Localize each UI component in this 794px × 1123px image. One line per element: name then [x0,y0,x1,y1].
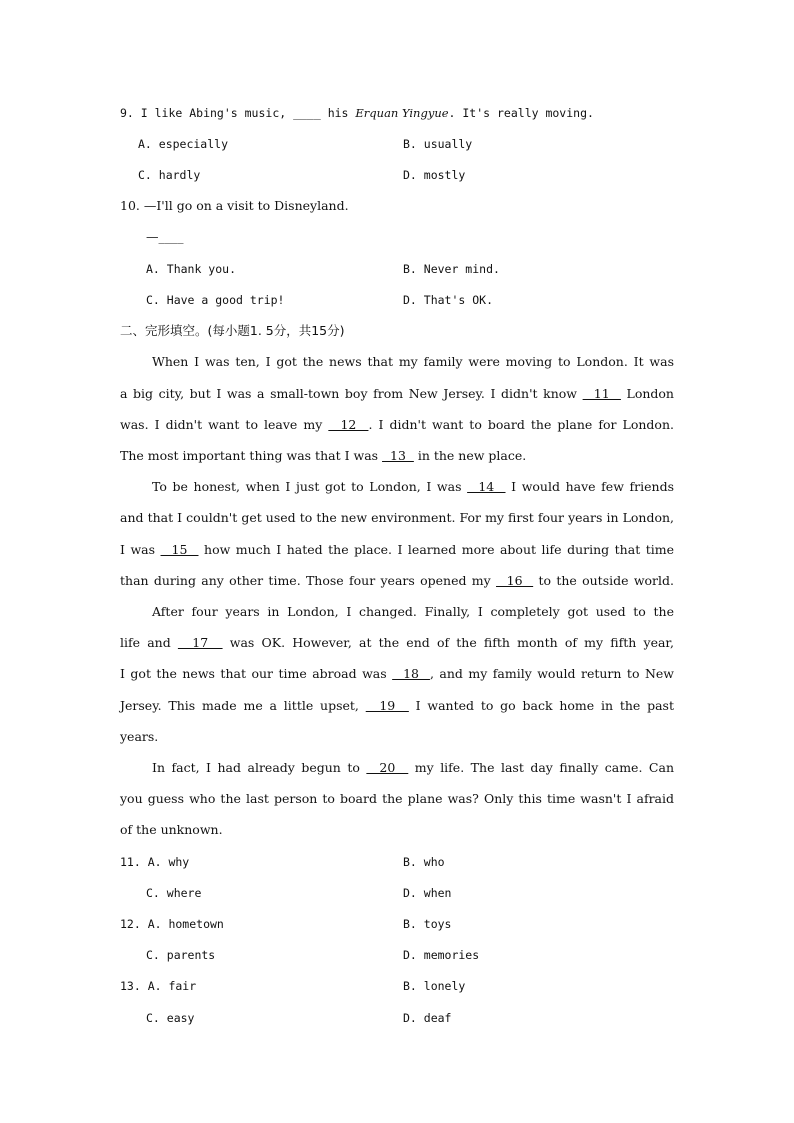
passage-text: I would have few friends [505,479,674,494]
passage-text: . I didn't want to board the plane for London. [368,417,674,432]
passage-text: my life. The last day finally came. Can [408,760,674,775]
passage-text: in the new place. [413,448,527,463]
passage-p2-line-1 [152,479,674,495]
question-10-stem: 10. —I'll go on a visit to Disneyland. [120,198,349,213]
q10-option-b: B. Never mind. [403,262,500,276]
q12-option-a: 12. A. hometown [120,917,224,931]
section-2-heading: 二、完形填空。(每小题1. 5分，共15分) [120,323,345,338]
q12-options-row-1 [0,916,794,932]
q10-options-row-2 [0,292,794,308]
passage-text: than during any other time. Those four years opened my [120,573,497,588]
q11-option-c: C. where [146,886,202,900]
passage-p2-line-2: and that I couldn't get used to the new environment. For my first four years in London, [120,510,674,525]
q9-options-row-1 [0,136,794,152]
q13-option-a: 13. A. fair [120,979,197,993]
q13-options-row-1 [0,978,794,994]
passage-text: The most important thing was that I was [120,448,383,463]
q11-option-b: B. who [403,855,445,869]
q12-option-d: D. memories [403,948,480,962]
blank-19: 19 [365,698,409,713]
passage-p3-line-5: years. [120,729,159,744]
q9-option-c: C. hardly [138,168,201,182]
passage-p1-line-1: When I was ten, I got the news that my family were moving to London. It was [152,354,674,369]
passage-p1-line-4 [120,448,674,464]
passage-p3-line-2 [120,635,674,651]
q12-option-b: B. toys [403,917,452,931]
question-9-stem [120,105,674,121]
passage-text: a big city, but I was a small-town boy from New Jersey. I didn't know [120,386,583,401]
passage-p2-line-4 [120,573,674,589]
q11-options-row-1 [0,854,794,870]
q10-option-d: D. That's OK. [403,293,494,307]
passage-p3-line-3 [120,666,674,682]
q9-text-pre: 9. I like Abing's music, ____ his [120,106,356,120]
question-10-reply: —____ [146,229,184,244]
blank-14: 14 [467,479,506,494]
passage-text: I wanted to go back home in the past [408,698,674,713]
q10-option-a: A. Thank you. [146,262,237,276]
q9-option-a: A. especially [138,137,229,151]
q10-options-row-1 [0,261,794,277]
q11-options-row-2 [0,885,794,901]
passage-text: how much I hated the place. I learned more about life during that time [198,542,674,557]
passage-text: was. I didn't want to leave my [120,417,329,432]
passage-p3-line-1: After four years in London, I changed. Finally, I completely got used to the [152,604,674,619]
passage-p2-line-3 [120,542,674,558]
passage-text: , and my family would return to New [429,666,674,681]
blank-15: 15 [160,542,199,557]
passage-text: Jersey. This made me a little upset, [120,698,366,713]
q11-option-d: D. when [403,886,452,900]
q10-option-c: C. Have a good trip! [146,293,285,307]
blank-18: 18 [392,666,430,681]
q12-option-c: C. parents [146,948,216,962]
passage-text: was OK. However, at the end of the fifth month of my fifth year, [222,635,674,650]
passage-p1-line-3 [120,417,674,433]
passage-p3-line-4 [120,698,674,714]
passage-p1-line-2 [120,386,674,402]
q13-option-c: C. easy [146,1011,195,1025]
passage-p4-line-2: you guess who the last person to board the plane was? Only this time wasn't I afraid [120,791,674,806]
passage-text: I got the news that our time abroad was [120,666,393,681]
passage-text: To be honest, when I just got to London, I was [152,479,468,494]
q13-options-row-2 [0,1010,794,1026]
passage-text: In fact, I had already begun to [152,760,367,775]
q9-text-post: . It's really moving. [448,106,594,120]
blank-12: 12 [328,417,369,432]
passage-text: I was [120,542,161,557]
passage-text: life and [120,635,178,650]
q13-option-b: B. lonely [403,979,466,993]
q9-title-italic: Erquan Yingyue [355,106,449,120]
blank-13: 13 [382,448,414,463]
q9-option-b: B. usually [403,137,473,151]
q9-options-row-2 [0,167,794,183]
passage-text: to the outside world. [533,573,674,588]
passage-text: London [620,386,674,401]
blank-17: 17 [177,635,223,650]
passage-p4-line-3: of the unknown. [120,822,223,837]
q9-option-d: D. mostly [403,168,466,182]
passage-p4-line-1 [152,760,674,776]
q12-options-row-2 [0,947,794,963]
blank-11: 11 [582,386,621,401]
blank-20: 20 [366,760,409,775]
q13-option-d: D. deaf [403,1011,452,1025]
q11-option-a: 11. A. why [120,855,190,869]
blank-16: 16 [496,573,534,588]
